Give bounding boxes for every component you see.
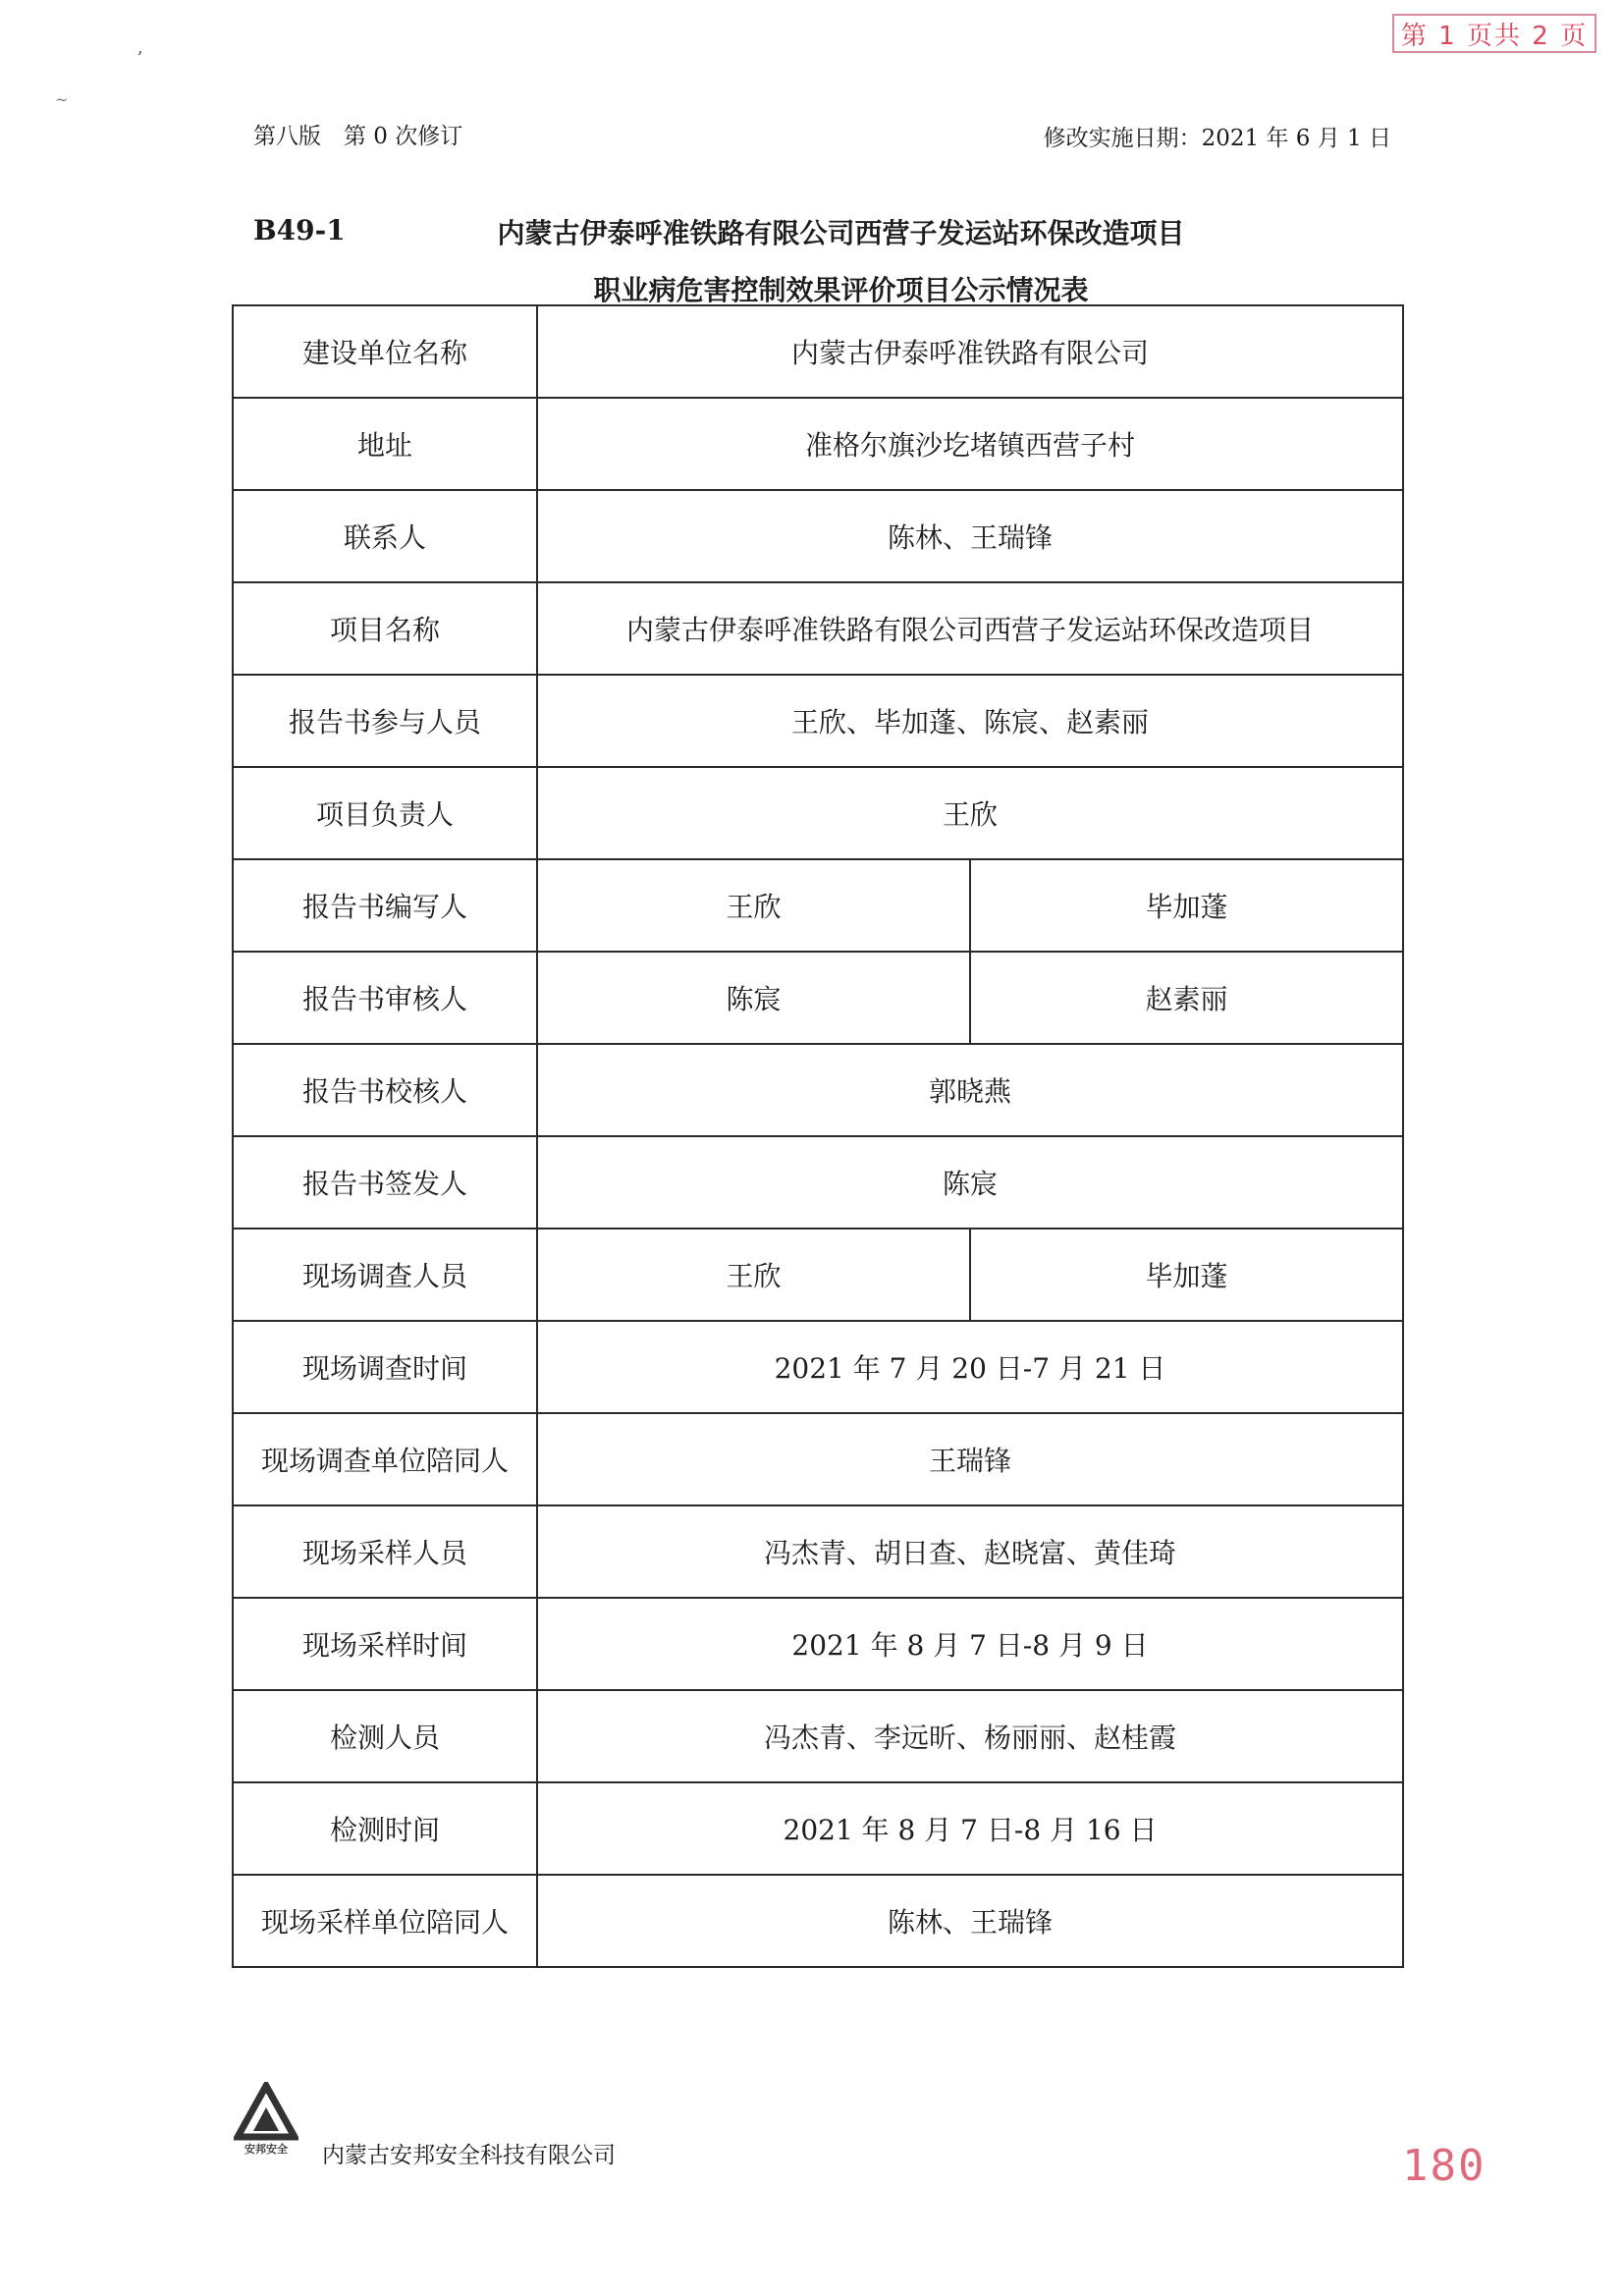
table-row	[233, 952, 1403, 1044]
table-row	[233, 490, 1403, 582]
row-label: 地址	[233, 398, 537, 490]
row-value-b: 毕加蓬	[970, 859, 1403, 952]
version-label: 第八版 第 0 次修订	[253, 124, 463, 149]
table-row	[233, 582, 1403, 675]
row-value: 王瑞锋	[537, 1413, 1403, 1505]
table-row	[233, 1690, 1403, 1782]
row-label: 现场采样单位陪同人	[233, 1875, 537, 1967]
scan-mark: ~	[55, 90, 69, 109]
row-label: 项目名称	[233, 582, 537, 675]
logo-text: 安邦安全	[244, 2143, 288, 2156]
row-label: 现场调查时间	[233, 1321, 537, 1413]
effective-date: 修改实施日期：2021 年 6 月 1 日	[1043, 126, 1391, 151]
row-label: 报告书校核人	[233, 1044, 537, 1136]
row-value: 2021 年 8 月 7 日-8 月 9 日	[537, 1598, 1403, 1690]
row-value: 2021 年 8 月 7 日-8 月 16 日	[537, 1782, 1403, 1875]
row-value: 内蒙古伊泰呼准铁路有限公司西营子发运站环保改造项目	[537, 582, 1403, 675]
page-count-stamp: 第 1 页共 2 页	[1392, 14, 1596, 53]
row-value: 郭晓燕	[537, 1044, 1403, 1136]
table-row	[233, 1875, 1403, 1967]
scan-mark: ,	[137, 37, 143, 58]
row-label: 报告书签发人	[233, 1136, 537, 1229]
row-label: 现场采样人员	[233, 1505, 537, 1598]
table-row	[233, 1044, 1403, 1136]
row-value: 陈林、王瑞锋	[537, 1875, 1403, 1967]
row-value-a: 王欣	[537, 1229, 970, 1321]
table-row	[233, 1229, 1403, 1321]
row-label: 现场调查人员	[233, 1229, 537, 1321]
row-label: 项目负责人	[233, 767, 537, 859]
row-value: 冯杰青、胡日查、赵晓富、黄佳琦	[537, 1505, 1403, 1598]
row-value: 陈宸	[537, 1136, 1403, 1229]
row-label: 检测时间	[233, 1782, 537, 1875]
row-label: 现场调查单位陪同人	[233, 1413, 537, 1505]
row-value-a: 陈宸	[537, 952, 970, 1044]
page-number: 180	[1402, 2141, 1487, 2191]
row-label: 现场采样时间	[233, 1598, 537, 1690]
row-value: 准格尔旗沙圪堵镇西营子村	[537, 398, 1403, 490]
table-row	[233, 1413, 1403, 1505]
row-value: 内蒙古伊泰呼准铁路有限公司	[537, 305, 1403, 398]
row-value-b: 毕加蓬	[970, 1229, 1403, 1321]
document-subtitle: 职业病危害控制效果评价项目公示情况表	[593, 274, 1089, 306]
table-row	[233, 1598, 1403, 1690]
table-row	[233, 1321, 1403, 1413]
row-label: 检测人员	[233, 1690, 537, 1782]
project-info-table	[232, 304, 1404, 1968]
row-value: 王欣、毕加蓬、陈宸、赵素丽	[537, 675, 1403, 767]
table-row	[233, 398, 1403, 490]
table-row	[233, 859, 1403, 952]
table-row	[233, 1782, 1403, 1875]
footer-company-name: 内蒙古安邦安全科技有限公司	[322, 2143, 616, 2168]
row-label: 报告书审核人	[233, 952, 537, 1044]
table-row	[233, 305, 1403, 398]
table-row	[233, 1136, 1403, 1229]
row-label: 报告书编写人	[233, 859, 537, 952]
document-title: 内蒙古伊泰呼准铁路有限公司西营子发运站环保改造项目	[497, 217, 1185, 249]
table-row	[233, 767, 1403, 859]
row-value: 陈林、王瑞锋	[537, 490, 1403, 582]
logo-triangle-icon	[234, 2082, 298, 2157]
row-value: 2021 年 7 月 20 日-7 月 21 日	[537, 1321, 1403, 1413]
row-value-a: 王欣	[537, 859, 970, 952]
row-value-b: 赵素丽	[970, 952, 1403, 1044]
row-label: 联系人	[233, 490, 537, 582]
row-label: 建设单位名称	[233, 305, 537, 398]
row-value: 王欣	[537, 767, 1403, 859]
form-code: B49-1	[253, 214, 346, 246]
table-row	[233, 1505, 1403, 1598]
row-label: 报告书参与人员	[233, 675, 537, 767]
row-value: 冯杰青、李远昕、杨丽丽、赵桂霞	[537, 1690, 1403, 1782]
company-logo	[234, 2082, 298, 2157]
table-row	[233, 675, 1403, 767]
